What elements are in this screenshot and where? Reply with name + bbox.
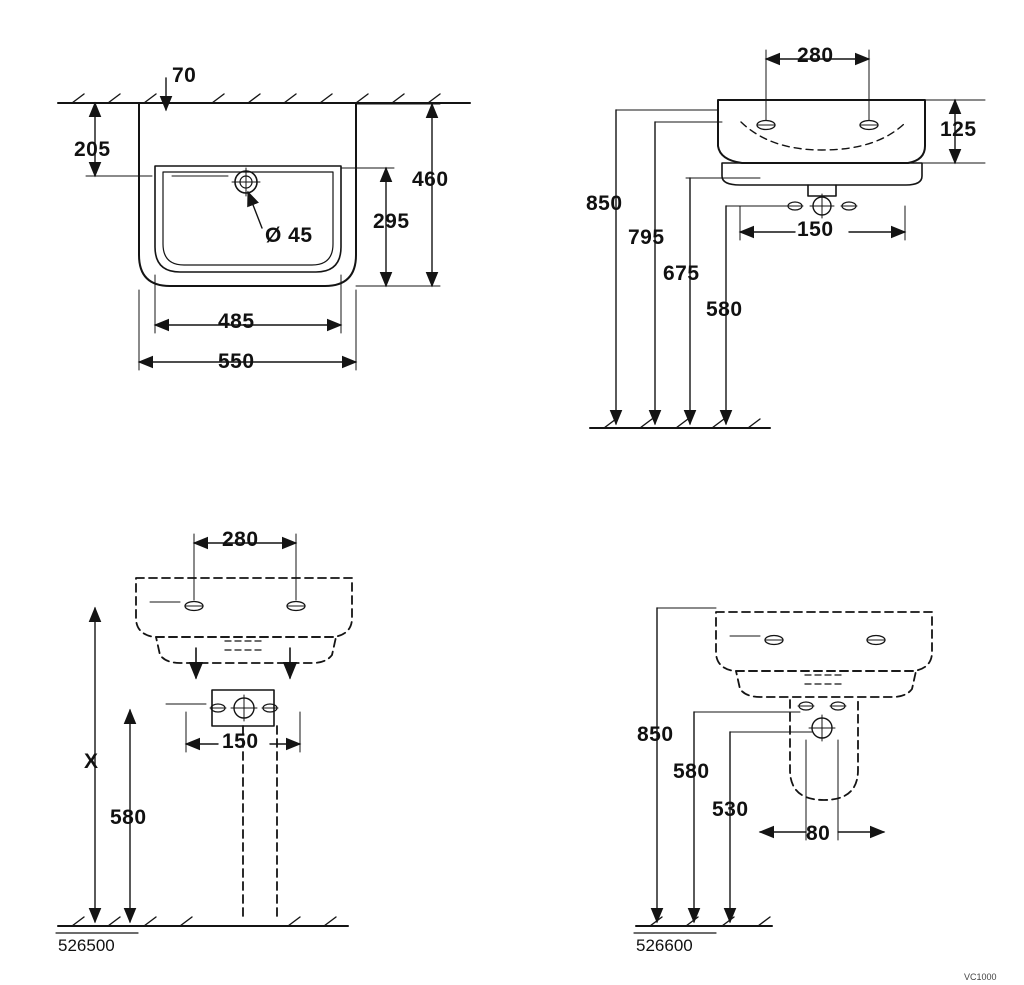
dim-675: 675 <box>663 262 700 285</box>
dim-150-side: 150 <box>797 218 834 241</box>
code-526600: 526600 <box>636 936 693 955</box>
dim-280-pedestal: 280 <box>222 528 259 551</box>
dim-150-pedestal: 150 <box>222 730 259 753</box>
code-526500: 526500 <box>58 936 115 955</box>
footer-note: VC1000 <box>964 972 997 982</box>
dim-295: 295 <box>373 210 410 233</box>
dim-205: 205 <box>74 138 111 161</box>
dim-125: 125 <box>940 118 977 141</box>
dim-580-pedestal: 580 <box>110 806 147 829</box>
dim-530-semi: 530 <box>712 798 749 821</box>
dim-550: 550 <box>218 350 255 373</box>
dim-280-side: 280 <box>797 44 834 67</box>
dim-80-semi: 80 <box>806 822 831 845</box>
dim-diameter-45: Ø 45 <box>265 224 313 247</box>
dim-580-semi: 580 <box>673 760 710 783</box>
dim-580-side: 580 <box>706 298 743 321</box>
dim-850-side: 850 <box>586 192 623 215</box>
dim-795: 795 <box>628 226 665 249</box>
dim-460: 460 <box>412 168 449 191</box>
dim-70: 70 <box>172 64 197 87</box>
dim-x: X <box>84 750 99 773</box>
dim-485: 485 <box>218 310 255 333</box>
dim-850-semi: 850 <box>637 723 674 746</box>
